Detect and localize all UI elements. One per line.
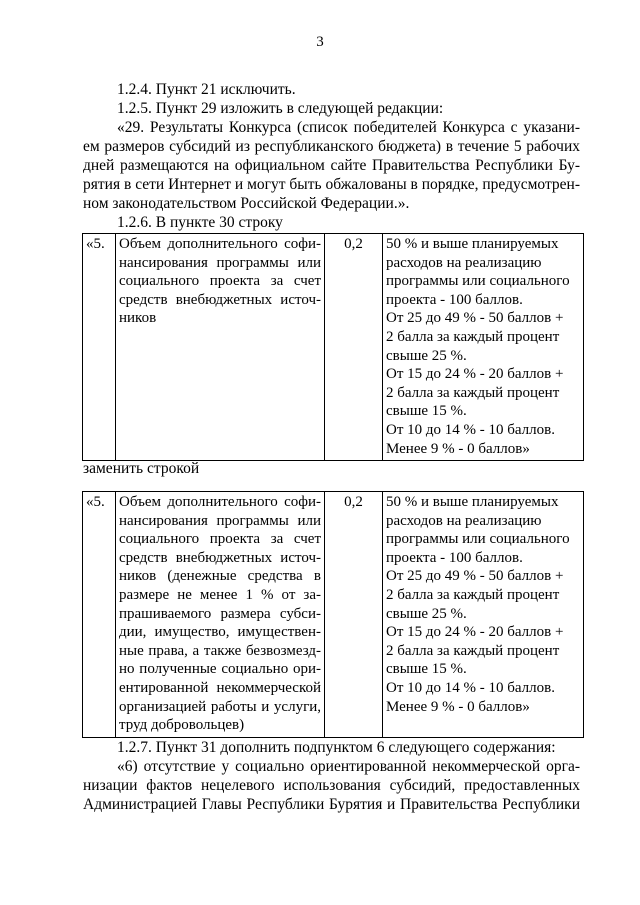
paragraph-1-2-7: 1.2.7. Пункт 31 дополнить подпунктом 6 следующего содержания: (117, 739, 556, 756)
scoring-line: программы или социального (386, 531, 570, 548)
scoring-line: От 25 до 49 % - 50 баллов + (386, 568, 564, 585)
page-number: 3 (316, 34, 324, 50)
weight-cell: 0,2 (325, 492, 383, 738)
row-number: «5. (83, 234, 116, 461)
scoring-cell (383, 492, 584, 738)
scoring-line: Менее 9 % - 0 баллов» (386, 698, 530, 715)
criterion-cell (116, 234, 325, 461)
paragraph-1-2-4: 1.2.4. Пункт 21 исключить. (117, 81, 296, 98)
criterion-line: но полученные социально ори- (119, 661, 321, 678)
text-line: низации фактов нецелевого использования субсидий, предоставленных (83, 777, 580, 794)
criterion-line: социального проекта за счет (119, 273, 321, 290)
text-line: «29. Результаты Конкурса (список победителей Конкурса с указани- (117, 119, 580, 136)
replace-with-label: заменить строкой (83, 460, 200, 477)
criterion-line: труд добровольцев) (119, 717, 245, 734)
criterion-line: средств внебюджетных источ- (119, 549, 321, 566)
criterion-line: ентированной некоммерческой (119, 679, 321, 696)
criterion-line: ников (119, 310, 157, 327)
scoring-line: свыше 15 %. (386, 661, 467, 678)
scoring-line: проекта - 100 баллов. (386, 291, 523, 308)
table-row (83, 234, 584, 461)
paragraph-1-2-6: 1.2.6. В пункте 30 строку (117, 214, 283, 231)
old-row-table (82, 233, 584, 461)
criterion-line: ников (денежные средства в (119, 568, 321, 585)
criterion-line: Объем дополнительного софи- (119, 494, 321, 510)
scoring-line: Менее 9 % - 0 баллов» (386, 440, 530, 457)
criterion-line: социального проекта за счет (119, 531, 321, 548)
criterion-line: размере не менее 1 % от за- (119, 586, 321, 603)
criterion-line: нансирования программы или (119, 512, 321, 529)
text-line: Администрацией Главы Республики Бурятия и Правительства Республики (83, 796, 580, 813)
scoring-line: свыше 25 %. (386, 605, 467, 622)
scoring-line: 50 % и выше планируемых (386, 494, 559, 510)
weight-cell: 0,2 (325, 234, 383, 461)
scoring-line: проекта - 100 баллов. (386, 549, 523, 566)
scoring-line: свыше 15 %. (386, 403, 467, 420)
row-number: «5. (83, 492, 116, 738)
text-line: дней размещаются на официальном сайте Правительства Республики Бу- (83, 157, 580, 174)
scoring-line: От 10 до 14 % - 10 баллов. (386, 679, 555, 696)
scoring-cell (383, 234, 584, 461)
scoring-line: свыше 25 %. (386, 347, 467, 364)
criterion-line: дии, имущество, имуществен- (119, 624, 321, 641)
text-line: ном законодательством Российской Федерации.». (83, 195, 410, 212)
criterion-line: ные права, а также безвозмезд- (119, 642, 321, 659)
scoring-line: программы или социального (386, 273, 570, 290)
criterion-line: организацией работы и услуги, (119, 698, 321, 715)
paragraph-1-2-5: 1.2.5. Пункт 29 изложить в следующей редакции: (117, 100, 444, 117)
scoring-line: 50 % и выше планируемых (386, 236, 559, 252)
text-line: ем размеров субсидий из республиканского бюджета) в течение 5 рабочих (83, 138, 580, 155)
table-row (83, 492, 584, 738)
scoring-line: 2 балла за каждый процент (386, 328, 560, 345)
criterion-line: нансирования программы или (119, 254, 321, 271)
scoring-line: От 15 до 24 % - 20 баллов + (386, 366, 564, 383)
scoring-line: расходов на реализацию (386, 254, 542, 271)
scoring-line: От 25 до 49 % - 50 баллов + (386, 310, 564, 327)
scoring-line: 2 балла за каждый процент (386, 384, 560, 401)
criterion-line: прашиваемого размера субси- (119, 605, 321, 622)
scoring-line: 2 балла за каждый процент (386, 642, 560, 659)
scoring-line: От 10 до 14 % - 10 баллов. (386, 421, 555, 438)
criterion-line: средств внебюджетных источ- (119, 291, 321, 308)
criterion-cell (116, 492, 325, 738)
scoring-line: расходов на реализацию (386, 512, 542, 529)
criterion-line: Объем дополнительного софи- (119, 236, 321, 252)
scoring-line: От 15 до 24 % - 20 баллов + (386, 624, 564, 641)
new-row-table (82, 491, 584, 738)
text-line: «6) отсутствие у социально ориентированной некоммерческой орга- (117, 758, 580, 775)
text-line: рятия в сети Интернет и могут быть обжалованы в порядке, предусмотрен- (83, 176, 580, 193)
scoring-line: 2 балла за каждый процент (386, 586, 560, 603)
